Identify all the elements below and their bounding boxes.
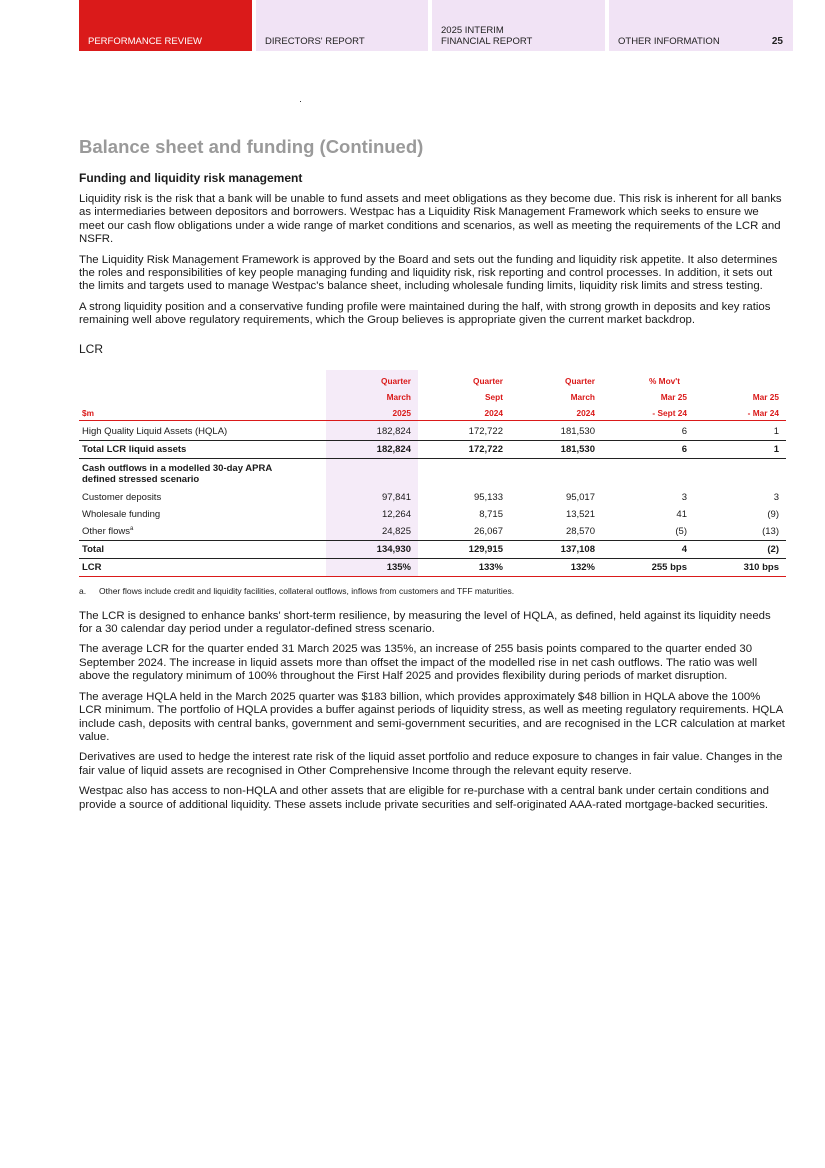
table-row: [79, 489, 786, 506]
table-cell: 95,133: [473, 491, 503, 503]
table-cell: 182,824: [326, 440, 418, 458]
header-cell: $m: [79, 402, 326, 421]
table-cell: 24,825: [326, 523, 418, 541]
footnote-marker: a: [130, 525, 134, 532]
row-label: Total LCR liquid assets: [79, 440, 326, 458]
table-cell: 3: [681, 491, 687, 503]
body-paragraph: The average HQLA held in the March 2025 quarter was $183 billion, which provides approximately $48 billion in HQLA above the 100% LCR minimum. The portfolio of HQLA provides a buffer against periods of liquidity stress, as well as meeting regulatory requirements. HQLA include cash, deposits with central banks, government and semi-government securities, and are recognised in the LCR calculation at market value.: [79, 690, 785, 743]
table-cell: (9): [767, 508, 779, 520]
table-cell: [418, 458, 510, 489]
table-cell: [602, 458, 694, 489]
header-cell: - Mar 24: [694, 402, 786, 421]
table-cell: 4: [602, 540, 694, 558]
page-title: Balance sheet and funding (Continued): [79, 136, 424, 157]
header-cell: March: [570, 391, 595, 402]
header-cell: [694, 370, 786, 386]
table-cell: 3: [773, 491, 779, 503]
table-cell: (5): [675, 525, 687, 537]
row-label-text: Other flows: [82, 525, 131, 537]
section-subtitle: Funding and liquidity risk management: [79, 171, 303, 185]
table-cell: 181,530: [560, 425, 595, 437]
table-cell: 41: [676, 508, 687, 520]
lcr-table: [79, 370, 786, 577]
tab-directors-report[interactable]: [256, 0, 428, 51]
table-header-row: [79, 402, 786, 421]
table-footnote: [79, 586, 786, 596]
table-row: [79, 506, 786, 523]
table-row: [79, 558, 786, 576]
table-cell: (13): [762, 525, 779, 537]
tab-label: DIRECTORS' REPORT: [265, 36, 365, 47]
tab-label-line1: 2025 INTERIM: [441, 25, 504, 36]
row-label-line1: Cash outflows in a modelled 30-day APRA: [82, 462, 273, 474]
header-cell: 2025: [326, 402, 418, 421]
table-cell: 133%: [418, 558, 510, 576]
table-cell: 310 bps: [694, 558, 786, 576]
row-label-line2: defined stressed scenario: [82, 473, 200, 485]
body-paragraph: Westpac also has access to non-HQLA and other assets that are eligible for re-purchase with a central bank under certain conditions and provide a source of additional liquidity. These assets include private securities and self-originated AAA-rated mortgage-backed securities.: [79, 785, 769, 811]
body-paragraph: Derivatives are used to hedge the interest rate risk of the liquid asset portfolio and reduce exposure to changes in fair value. Changes in the fair value of liquid assets are recognised in Other Comprehensive Income through the relevant equity reserve.: [79, 751, 783, 777]
header-cell: Quarter: [565, 375, 595, 386]
table-cell: 135%: [326, 558, 418, 576]
tab-other-information[interactable]: [609, 0, 793, 51]
stray-dot: [300, 101, 301, 102]
row-label: LCR: [79, 558, 326, 576]
header-cell: 2024: [510, 402, 602, 421]
tab-label: PERFORMANCE REVIEW: [88, 36, 203, 47]
table-cell: 6: [602, 440, 694, 458]
page-number: 25: [771, 36, 783, 47]
table-cell: 12,264: [326, 506, 418, 523]
table-row: [79, 458, 786, 489]
table-cell: 172,722: [418, 440, 510, 458]
table-row: [79, 420, 786, 440]
row-label: Customer deposits: [82, 491, 162, 503]
header-cell: Quarter: [326, 370, 418, 386]
header-cell: % Mov't: [648, 375, 680, 386]
table-cell: 182,824: [326, 420, 418, 440]
table-cell: (2): [694, 540, 786, 558]
table-cell: 28,570: [565, 525, 595, 537]
body-paragraph: The LCR is designed to enhance banks' short-term resilience, by measuring the level of HQLA, as defined, held against its liquidity needs for a 30 calendar day period under a regulator-defined stress scenario.: [79, 609, 771, 636]
row-label: Wholesale funding: [82, 508, 161, 520]
table-cell: 1: [773, 425, 779, 437]
table-cell: [510, 458, 602, 489]
table-title: LCR: [79, 341, 104, 356]
tab-interim-financial-report[interactable]: [432, 0, 605, 51]
row-label: Total: [79, 540, 326, 558]
header-cell: [79, 370, 326, 386]
table-row: [79, 523, 786, 541]
header-cell: 2024: [418, 402, 510, 421]
intro-paragraph: A strong liquidity position and a conservative funding profile were maintained during the half, with strong growth in deposits and key ratios remaining well above regulatory requirements, which the Group believes is appropriate given the current market backdrop.: [79, 300, 771, 327]
table-cell: 6: [681, 425, 687, 437]
main-content: [79, 136, 786, 819]
table-cell: 95,017: [565, 491, 595, 503]
table-cell: 255 bps: [602, 558, 694, 576]
header-cell: March: [326, 386, 418, 402]
table-cell: 132%: [510, 558, 602, 576]
header-cell: Quarter: [473, 375, 503, 386]
table-cell: [326, 458, 418, 489]
tab-performance-review[interactable]: [79, 0, 252, 51]
header-cell: [79, 386, 326, 402]
footnote-letter: a.: [79, 585, 87, 596]
table-cell: 134,930: [326, 540, 418, 558]
intro-paragraph: The Liquidity Risk Management Framework is approved by the Board and sets out the funding and liquidity risk appetite. It also determines the roles and responsibilities of key people managing funding and liquidity risk, risk reporting and control processes. In addition, it sets out the limits and targets used to manage Westpac's balance sheet, including wholesale funding limits, liquidity risk limits and stress testing.: [79, 253, 778, 293]
header-cell: - Sept 24: [602, 402, 694, 421]
table-row: [79, 540, 786, 558]
table-cell: 13,521: [565, 508, 595, 520]
row-label: [79, 458, 326, 489]
table-cell: 181,530: [510, 440, 602, 458]
table-header-row: [79, 370, 786, 386]
table-cell: 1: [694, 440, 786, 458]
table-row: [79, 440, 786, 458]
table-cell: 137,108: [510, 540, 602, 558]
table-cell: [694, 458, 786, 489]
header-cell: Mar 25: [752, 391, 779, 402]
body-paragraph: The average LCR for the quarter ended 31 March 2025 was 135%, an increase of 255 basis points compared to the quarter ended 30 September 2024. The increase in liquid assets more than offset the impact of the modelled rise in net cash outflows. The ratio was well above the regulatory minimum of 100% throughout the First Half 2025 and provides flexibility during periods of market disruption.: [79, 643, 758, 683]
row-label: High Quality Liquid Assets (HQLA): [82, 425, 228, 437]
tab-label: OTHER INFORMATION: [618, 36, 720, 47]
intro-paragraph: Liquidity risk is the risk that a bank will be unable to fund assets and meet obligations as they become due. This risk is inherent for all banks as intermediaries between depositors and borrowers. Westpac has a Liquidity Risk Management Framework which seeks to ensure we meet our cash flow obligations under a wide range of market conditions and scenarios, as well as meeting the requirements of the LCR and NSFR.: [79, 193, 782, 246]
row-label: [79, 523, 326, 541]
table-header-row: [79, 386, 786, 402]
tab-label: [441, 25, 532, 47]
table-cell: 97,841: [326, 489, 418, 506]
footnote-text: Other flows include credit and liquidity facilities, collateral outflows, inflows from customers and TFF maturities.: [99, 585, 515, 596]
table-cell: 129,915: [418, 540, 510, 558]
table-cell: 172,722: [468, 425, 503, 437]
table-cell: 26,067: [473, 525, 503, 537]
section-tabs: [79, 0, 795, 51]
tab-label-line2: FINANCIAL REPORT: [441, 36, 533, 47]
header-cell: Sept: [485, 391, 503, 402]
header-cell: Mar 25: [660, 391, 687, 402]
table-cell: 8,715: [479, 508, 503, 520]
